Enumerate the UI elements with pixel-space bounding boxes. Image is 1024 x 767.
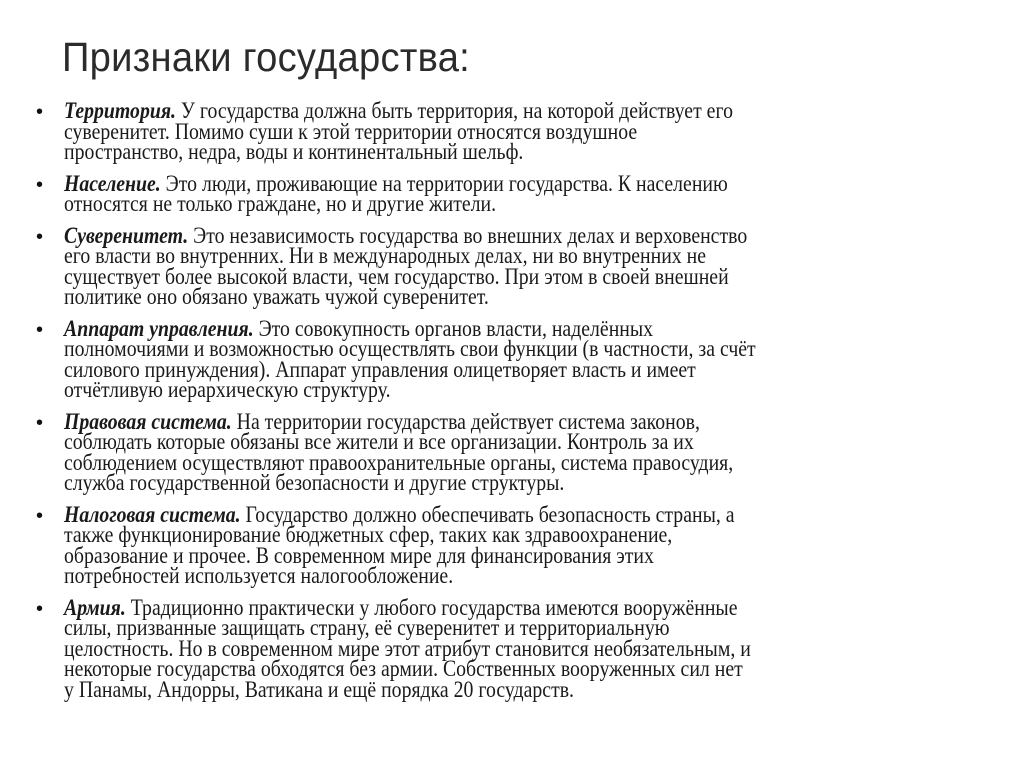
item-text: силового принуждения). Аппарат управления олицетворяет власть и имеет [64,356,696,382]
text-line [64,170,866,196]
text-line [64,222,866,248]
text-line [64,594,866,620]
item-text: политике оно обязано уважать чужой суверенитет. [64,284,489,309]
text-line [64,338,866,359]
text-line [64,356,866,382]
item-text: потребностей используется налогообложение. [64,563,454,588]
item-term: Суверенитет. [64,222,189,248]
text-line [64,449,866,475]
item-text: также функционирование бюджетных сфер, таких как здравоохранение, [64,522,673,547]
item-text: Это независимость государства во внешних делах и верховенство [188,222,748,248]
item-term: Население. [64,170,161,196]
list-item [36,100,996,162]
text-line [64,315,866,341]
item-text: полномочиями и возможностью осуществлять свои функции (в частности, за счёт [64,336,756,361]
item-text: некоторые государства обходятся без армии. Собственных вооруженных сил нет [64,656,743,681]
text-line [64,617,866,638]
text-line [64,245,866,266]
text-line [64,100,866,121]
item-text: Это совокупность органов власти, наделённых [253,315,654,341]
item-term: Армия. [64,594,126,620]
text-line [64,141,866,162]
list-item [36,170,996,216]
bullet-icon: • [36,101,44,123]
item-term: Налоговая система. [64,501,241,527]
item-text: отчётливую иерархическую структуру. [64,377,391,402]
text-line [64,408,866,434]
bullet-icon: • [36,597,44,620]
item-text: существует более высокой власти, чем государство. При этом в своей внешней [64,263,729,289]
item-term: Территория. [64,98,176,123]
item-text: силы, призванные защищать страну, её суверенитет и территориальную [64,615,670,640]
slide-title: Признаки государства: [62,34,471,80]
item-text: пространство, недра, воды и континентальный шельф. [64,139,524,164]
list-item [36,501,996,588]
text-line [64,524,866,545]
item-text: суверенитет. Помимо суши к этой территории относятся воздушное [64,118,638,144]
bullet-icon: • [36,411,44,434]
item-text: Это люди, проживающие на территории государства. К населению [160,170,728,196]
text-line [64,286,866,307]
item-text: образование и прочее. В современном мире для финансирования этих [64,542,654,568]
features-list [36,100,996,710]
item-text: соблюдением осуществляют правоохранительные органы, система правосудия, [64,449,734,475]
text-line [64,379,866,400]
text-line [64,431,866,452]
text-line [64,676,866,702]
text-line [64,263,866,289]
item-text: Государство должно обеспечивать безопасность страны, а [240,501,735,527]
text-line [64,193,866,214]
text-line [64,472,866,493]
item-text: целостность. Но в современном мире этот атрибут становится необязательным, и [64,635,751,661]
text-line [64,118,866,144]
list-item [36,315,996,402]
bullet-icon: • [36,225,44,248]
text-line [64,635,866,661]
item-text: служба государственной безопасности и другие структуры. [64,470,565,495]
text-line [64,501,866,527]
text-line [64,658,866,679]
item-text: относятся не только граждане, но и другие жители. [64,191,497,216]
bullet-icon: • [36,173,44,196]
item-text: Традиционно практически у любого государства имеются вооружённые [125,594,738,620]
list-item [36,222,996,309]
item-text: его власти во внутренних. Ни в международных делах, ни во внутренних не [64,243,706,268]
item-text: На территории государства действует система законов, [231,408,700,434]
item-text: соблюдать которые обязаны все жители и все организации. Контроль за их [64,429,694,454]
bullet-icon: • [36,504,44,527]
text-line [64,542,866,568]
text-line [64,565,866,586]
item-term: Аппарат управления. [64,315,254,341]
item-text: У государства должна быть территория, на которой действует его [175,98,733,123]
item-term: Правовая система. [64,408,232,434]
item-text: у Панамы, Андорры, Ватикана и ещё порядка 20 государств. [64,676,574,702]
list-item [36,594,996,702]
bullet-icon: • [36,318,44,341]
list-item [36,408,996,495]
